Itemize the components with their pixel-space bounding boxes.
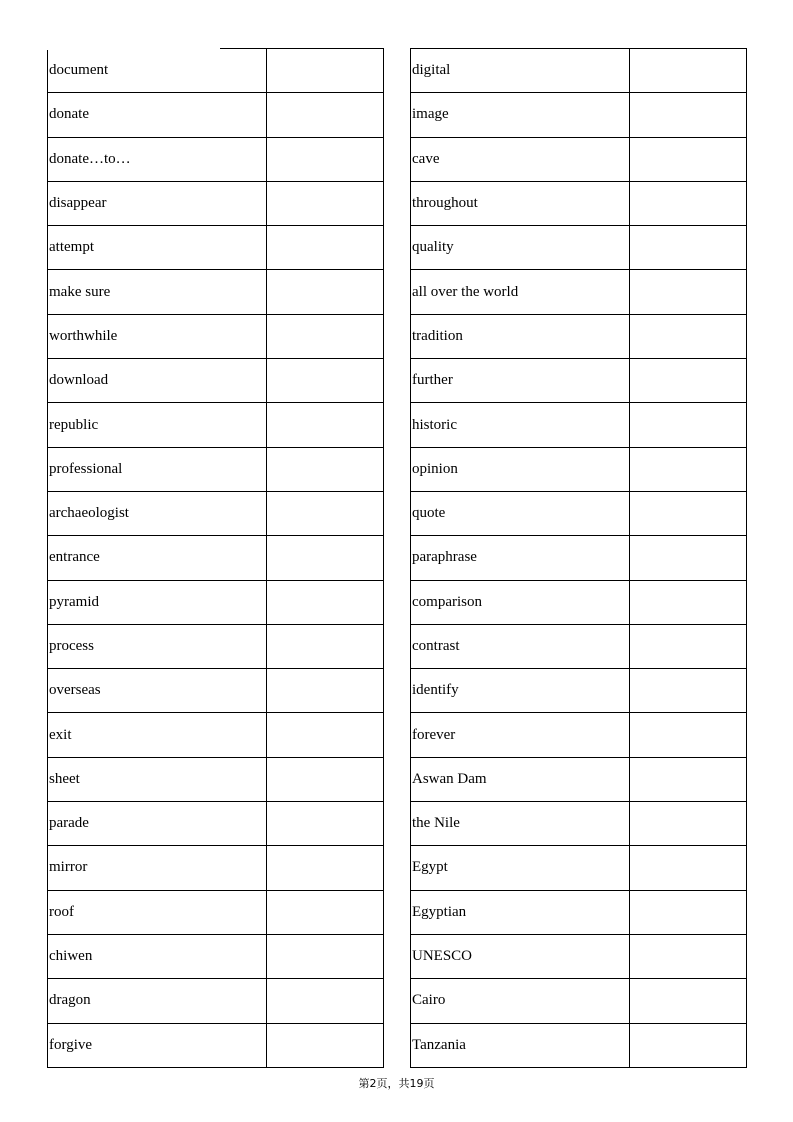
right-vocab-row [411, 49, 747, 93]
left-vocab-row [48, 713, 384, 757]
answer-blank[interactable] [630, 226, 747, 270]
answer-blank[interactable] [267, 270, 384, 314]
left-vocab-row [48, 890, 384, 934]
answer-blank[interactable] [267, 934, 384, 978]
answer-blank[interactable] [267, 93, 384, 137]
right-vocab-row [411, 890, 747, 934]
left-vocab-row [48, 802, 384, 846]
left-vocab-row [48, 1023, 384, 1067]
english-word: chiwen [48, 934, 267, 978]
answer-blank[interactable] [267, 49, 384, 93]
answer-blank[interactable] [267, 403, 384, 447]
answer-blank[interactable] [267, 713, 384, 757]
answer-blank[interactable] [267, 181, 384, 225]
english-word: digital [411, 49, 630, 93]
right-vocab-row [411, 536, 747, 580]
answer-blank[interactable] [630, 403, 747, 447]
right-vocab-row [411, 447, 747, 491]
right-vocab-row [411, 93, 747, 137]
english-word: professional [48, 447, 267, 491]
answer-blank[interactable] [630, 934, 747, 978]
left-vocab-row [48, 93, 384, 137]
english-word: dragon [48, 979, 267, 1023]
right-vocab-row [411, 403, 747, 447]
answer-blank[interactable] [267, 979, 384, 1023]
answer-blank[interactable] [630, 359, 747, 403]
answer-blank[interactable] [630, 49, 747, 93]
answer-blank[interactable] [630, 447, 747, 491]
left-vocab-row [48, 669, 384, 713]
english-word: comparison [411, 580, 630, 624]
english-word: donate [48, 93, 267, 137]
vocab-table-right [410, 48, 747, 1068]
right-vocab-row [411, 181, 747, 225]
answer-blank[interactable] [267, 757, 384, 801]
english-word: Egypt [411, 846, 630, 890]
english-word: process [48, 624, 267, 668]
english-word: UNESCO [411, 934, 630, 978]
left-vocab-row [48, 49, 384, 93]
answer-blank[interactable] [630, 580, 747, 624]
english-word: all over the world [411, 270, 630, 314]
right-vocab-row [411, 270, 747, 314]
right-vocab-row [411, 226, 747, 270]
left-vocab-row [48, 137, 384, 181]
english-word: quote [411, 491, 630, 535]
left-vocab-row [48, 846, 384, 890]
english-word: entrance [48, 536, 267, 580]
english-word: paraphrase [411, 536, 630, 580]
english-word: roof [48, 890, 267, 934]
right-vocab-row [411, 580, 747, 624]
english-word: pyramid [48, 580, 267, 624]
answer-blank[interactable] [630, 802, 747, 846]
left-vocab-row [48, 934, 384, 978]
answer-blank[interactable] [267, 624, 384, 668]
right-vocab-row [411, 359, 747, 403]
english-word: Aswan Dam [411, 757, 630, 801]
right-vocab-row [411, 802, 747, 846]
right-vocab-row [411, 624, 747, 668]
answer-blank[interactable] [267, 846, 384, 890]
english-word: the Nile [411, 802, 630, 846]
left-vocab-row [48, 226, 384, 270]
right-vocab-row [411, 934, 747, 978]
page-number-label: 第2页，共19页 [358, 1077, 435, 1090]
english-word: cave [411, 137, 630, 181]
english-word: Tanzania [411, 1023, 630, 1067]
answer-blank[interactable] [267, 890, 384, 934]
left-vocab-row [48, 359, 384, 403]
answer-blank[interactable] [630, 1023, 747, 1067]
english-word: identify [411, 669, 630, 713]
top-border-gap [47, 47, 220, 50]
answer-blank[interactable] [630, 669, 747, 713]
answer-blank[interactable] [267, 669, 384, 713]
answer-blank[interactable] [630, 314, 747, 358]
answer-blank[interactable] [267, 359, 384, 403]
right-vocab-row [411, 669, 747, 713]
answer-blank[interactable] [267, 491, 384, 535]
answer-blank[interactable] [630, 536, 747, 580]
answer-blank[interactable] [267, 447, 384, 491]
right-vocab-row [411, 979, 747, 1023]
answer-blank[interactable] [267, 137, 384, 181]
answer-blank[interactable] [267, 802, 384, 846]
english-word: document [48, 49, 267, 93]
right-vocab-row [411, 713, 747, 757]
left-vocab-row [48, 624, 384, 668]
left-vocab-row [48, 181, 384, 225]
answer-blank[interactable] [267, 226, 384, 270]
english-word: opinion [411, 447, 630, 491]
english-word: historic [411, 403, 630, 447]
left-vocab-row [48, 757, 384, 801]
right-vocab-row [411, 314, 747, 358]
english-word: disappear [48, 181, 267, 225]
left-vocab-row [48, 979, 384, 1023]
english-word: make sure [48, 270, 267, 314]
english-word: mirror [48, 846, 267, 890]
answer-blank[interactable] [630, 270, 747, 314]
answer-blank[interactable] [630, 93, 747, 137]
answer-blank[interactable] [630, 757, 747, 801]
answer-blank[interactable] [267, 580, 384, 624]
left-vocab-row [48, 403, 384, 447]
answer-blank[interactable] [267, 1023, 384, 1067]
answer-blank[interactable] [630, 624, 747, 668]
english-word: archaeologist [48, 491, 267, 535]
english-word: forever [411, 713, 630, 757]
answer-blank[interactable] [630, 890, 747, 934]
right-vocab-row [411, 491, 747, 535]
left-vocab-row [48, 536, 384, 580]
english-word: sheet [48, 757, 267, 801]
english-word: quality [411, 226, 630, 270]
answer-blank[interactable] [267, 536, 384, 580]
english-word: attempt [48, 226, 267, 270]
answer-blank[interactable] [630, 713, 747, 757]
answer-blank[interactable] [630, 137, 747, 181]
left-vocab-row [48, 447, 384, 491]
left-vocab-row [48, 314, 384, 358]
english-word: download [48, 359, 267, 403]
english-word: further [411, 359, 630, 403]
english-word: contrast [411, 624, 630, 668]
left-vocab-row [48, 270, 384, 314]
right-vocab-row [411, 846, 747, 890]
english-word: image [411, 93, 630, 137]
left-vocab-row [48, 491, 384, 535]
right-vocab-row [411, 1023, 747, 1067]
answer-blank[interactable] [630, 846, 747, 890]
right-vocab-row [411, 757, 747, 801]
right-vocab-row [411, 137, 747, 181]
page-footer [0, 1075, 793, 1091]
english-word: republic [48, 403, 267, 447]
english-word: overseas [48, 669, 267, 713]
answer-blank[interactable] [267, 314, 384, 358]
english-word: forgive [48, 1023, 267, 1067]
english-word: donate…to… [48, 137, 267, 181]
english-word: worthwhile [48, 314, 267, 358]
english-word: parade [48, 802, 267, 846]
answer-blank[interactable] [630, 181, 747, 225]
english-word: Egyptian [411, 890, 630, 934]
vocab-table-left [47, 48, 384, 1068]
english-word: exit [48, 713, 267, 757]
english-word: Cairo [411, 979, 630, 1023]
english-word: throughout [411, 181, 630, 225]
answer-blank[interactable] [630, 491, 747, 535]
answer-blank[interactable] [630, 979, 747, 1023]
english-word: tradition [411, 314, 630, 358]
left-vocab-row [48, 580, 384, 624]
